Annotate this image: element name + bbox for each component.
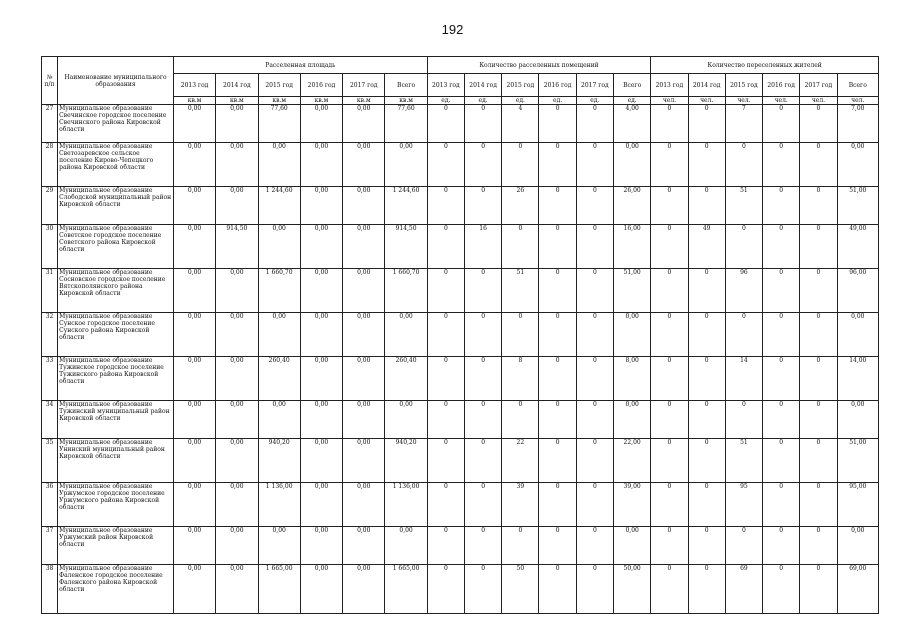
rooms-cell: 0 [539, 565, 576, 614]
rooms-cell: 0 [427, 225, 464, 269]
rooms-cell: 51 [502, 269, 539, 313]
people-cell: 0 [651, 143, 688, 187]
area-cell: 0,00 [258, 313, 300, 357]
rooms-cell: 50,00 [613, 565, 650, 614]
header-year-rooms: 2017 год [576, 74, 613, 97]
people-cell: 0 [800, 143, 837, 187]
header-year-area: 2017 год [343, 74, 385, 97]
rooms-cell: 0 [539, 357, 576, 401]
people-cell: 14 [725, 357, 762, 401]
rooms-cell: 0 [502, 527, 539, 565]
header-unit-people: чел. [800, 97, 837, 105]
people-cell: 0 [800, 357, 837, 401]
area-cell: 0,00 [343, 401, 385, 439]
municipality-name: Муниципальное образование Сосновское городское поселение Вятскополянского района Кировской области [58, 269, 174, 313]
row-number: 33 [42, 357, 58, 401]
header-year-area: 2016 год [300, 74, 342, 97]
area-cell: 0,00 [343, 187, 385, 225]
rooms-cell: 0,00 [613, 313, 650, 357]
header-num: № п/п [42, 57, 58, 105]
people-cell: 69 [725, 565, 762, 614]
header-year-area: Всего [385, 74, 427, 97]
header-unit-area: кв.м [385, 97, 427, 105]
area-cell: 0,00 [173, 105, 215, 143]
area-cell: 0,00 [343, 527, 385, 565]
header-group-rooms: Количество расселенных помещений [427, 57, 651, 74]
rooms-cell: 0 [464, 439, 501, 483]
header-year-area: 2014 год [216, 74, 258, 97]
header-year-area: 2013 год [173, 74, 215, 97]
rooms-cell: 0 [576, 483, 613, 527]
rooms-cell: 0 [464, 105, 501, 143]
people-cell: 96 [725, 269, 762, 313]
table-row [42, 483, 879, 527]
people-cell: 0 [725, 313, 762, 357]
area-cell: 914,50 [385, 225, 427, 269]
people-cell: 0 [688, 143, 725, 187]
row-number: 37 [42, 527, 58, 565]
people-cell: 0 [651, 105, 688, 143]
people-cell: 0 [651, 225, 688, 269]
people-cell: 14,00 [837, 357, 878, 401]
rooms-cell: 0 [464, 269, 501, 313]
rooms-cell: 0 [576, 401, 613, 439]
header-unit-people: чел. [725, 97, 762, 105]
header-year-people: Всего [837, 74, 878, 97]
area-cell: 0,00 [343, 439, 385, 483]
rooms-cell: 0 [427, 483, 464, 527]
area-cell: 0,00 [300, 187, 342, 225]
rooms-cell: 0 [427, 357, 464, 401]
people-cell: 0 [763, 313, 800, 357]
people-cell: 0 [725, 527, 762, 565]
people-cell: 0 [800, 187, 837, 225]
rooms-cell: 0,00 [613, 527, 650, 565]
rooms-cell: 0 [576, 225, 613, 269]
people-cell: 49,00 [837, 225, 878, 269]
rooms-cell: 26,00 [613, 187, 650, 225]
row-number: 28 [42, 143, 58, 187]
people-cell: 95,00 [837, 483, 878, 527]
rooms-cell: 0 [427, 565, 464, 614]
area-cell: 0,00 [343, 105, 385, 143]
rooms-cell: 0 [427, 105, 464, 143]
area-cell: 0,00 [173, 357, 215, 401]
municipality-name: Муниципальное образование Слободской муниципальный район Кировской области [58, 187, 174, 225]
header-year-rooms: 2015 год [502, 74, 539, 97]
area-cell: 1 660,70 [258, 269, 300, 313]
rooms-cell: 0 [427, 401, 464, 439]
people-cell: 0,00 [837, 313, 878, 357]
people-cell: 0 [800, 401, 837, 439]
municipality-name: Муниципальное образование Сунское городское поселение Сунского района Кировской области [58, 313, 174, 357]
area-cell: 0,00 [173, 143, 215, 187]
people-cell: 0,00 [837, 527, 878, 565]
people-cell: 0 [763, 439, 800, 483]
people-cell: 0 [651, 401, 688, 439]
header-unit-rooms: ед. [427, 97, 464, 105]
rooms-cell: 0 [464, 565, 501, 614]
people-cell: 0 [763, 483, 800, 527]
municipality-name: Муниципальное образование Тужинское городское поселение Тужинского района Кировской области [58, 357, 174, 401]
row-number: 27 [42, 105, 58, 143]
people-cell: 0 [651, 483, 688, 527]
rooms-cell: 8 [502, 357, 539, 401]
people-cell: 51 [725, 439, 762, 483]
people-cell: 0,00 [837, 401, 878, 439]
area-cell: 1 244,60 [258, 187, 300, 225]
area-cell: 0,00 [258, 401, 300, 439]
area-cell: 0,00 [216, 357, 258, 401]
area-cell: 0,00 [216, 439, 258, 483]
people-cell: 0 [688, 357, 725, 401]
header-unit-rooms: ед. [464, 97, 501, 105]
area-cell: 0,00 [385, 143, 427, 187]
rooms-cell: 0 [539, 527, 576, 565]
area-cell: 260,40 [385, 357, 427, 401]
rooms-cell: 0 [502, 313, 539, 357]
people-cell: 0 [688, 187, 725, 225]
row-number: 30 [42, 225, 58, 269]
header-unit-area: кв.м [216, 97, 258, 105]
area-cell: 0,00 [300, 105, 342, 143]
area-cell: 0,00 [300, 527, 342, 565]
rooms-cell: 4 [502, 105, 539, 143]
area-cell: 77,60 [258, 105, 300, 143]
area-cell: 0,00 [173, 269, 215, 313]
people-cell: 0 [763, 105, 800, 143]
area-cell: 0,00 [216, 269, 258, 313]
people-cell: 0 [800, 225, 837, 269]
rooms-cell: 0 [539, 401, 576, 439]
table-row [42, 401, 879, 439]
people-cell: 0 [763, 401, 800, 439]
area-cell: 940,20 [385, 439, 427, 483]
area-cell: 0,00 [173, 565, 215, 614]
people-cell: 0 [688, 439, 725, 483]
rooms-cell: 26 [502, 187, 539, 225]
area-cell: 1 660,70 [385, 269, 427, 313]
header-unit-rooms: ед. [502, 97, 539, 105]
header-year-people: 2013 год [651, 74, 688, 97]
rooms-cell: 0 [464, 313, 501, 357]
people-cell: 0 [763, 565, 800, 614]
people-cell: 0 [725, 143, 762, 187]
rooms-cell: 0 [539, 483, 576, 527]
rooms-cell: 0 [464, 187, 501, 225]
area-cell: 1 136,00 [258, 483, 300, 527]
row-number: 36 [42, 483, 58, 527]
header-year-people: 2014 год [688, 74, 725, 97]
table-row [42, 357, 879, 401]
rooms-cell: 0 [576, 527, 613, 565]
table-row [42, 187, 879, 225]
header-year-people: 2017 год [800, 74, 837, 97]
header-year-area: 2015 год [258, 74, 300, 97]
area-cell: 0,00 [173, 527, 215, 565]
table-row [42, 527, 879, 565]
rooms-cell: 16 [464, 225, 501, 269]
table-row [42, 105, 879, 143]
header-year-rooms: Всего [613, 74, 650, 97]
area-cell: 0,00 [385, 401, 427, 439]
people-cell: 0,00 [837, 143, 878, 187]
people-cell: 0 [763, 187, 800, 225]
header-year-rooms: 2016 год [539, 74, 576, 97]
people-cell: 0 [763, 357, 800, 401]
people-cell: 95 [725, 483, 762, 527]
header-unit-people: чел. [651, 97, 688, 105]
area-cell: 0,00 [343, 225, 385, 269]
people-cell: 49 [688, 225, 725, 269]
people-cell: 0 [800, 105, 837, 143]
people-cell: 0 [800, 269, 837, 313]
people-cell: 0 [651, 357, 688, 401]
rooms-cell: 0 [576, 357, 613, 401]
rooms-cell: 0 [576, 269, 613, 313]
header-unit-people: чел. [763, 97, 800, 105]
people-cell: 7 [725, 105, 762, 143]
people-cell: 0 [688, 527, 725, 565]
rooms-cell: 0 [576, 143, 613, 187]
area-cell: 0,00 [216, 527, 258, 565]
area-cell: 0,00 [258, 143, 300, 187]
municipality-name: Муниципальное образование Уржумский район Кировской области [58, 527, 174, 565]
rooms-cell: 0 [539, 225, 576, 269]
rooms-cell: 0 [539, 313, 576, 357]
people-cell: 0 [688, 269, 725, 313]
area-cell: 1 665,00 [385, 565, 427, 614]
area-cell: 0,00 [300, 439, 342, 483]
header-unit-area: кв.м [258, 97, 300, 105]
rooms-cell: 22,00 [613, 439, 650, 483]
area-cell: 0,00 [300, 269, 342, 313]
table-row [42, 143, 879, 187]
area-cell: 0,00 [258, 225, 300, 269]
rooms-cell: 0 [539, 269, 576, 313]
table-row [42, 225, 879, 269]
rooms-cell: 0 [502, 401, 539, 439]
municipality-name: Муниципальное образование Свечинское городское поселение Свечинского района Кировской области [58, 105, 174, 143]
people-cell: 0 [651, 565, 688, 614]
area-cell: 0,00 [300, 357, 342, 401]
area-cell: 0,00 [216, 483, 258, 527]
area-cell: 77,60 [385, 105, 427, 143]
header-name: Наименование муниципального образования [58, 57, 174, 105]
people-cell: 0 [688, 401, 725, 439]
area-cell: 0,00 [300, 565, 342, 614]
people-cell: 96,00 [837, 269, 878, 313]
header-unit-rooms: ед. [539, 97, 576, 105]
area-cell: 0,00 [385, 313, 427, 357]
municipality-name: Муниципальное образование Унинский муниципальный район Кировской области [58, 439, 174, 483]
rooms-cell: 0 [576, 565, 613, 614]
people-cell: 0 [688, 483, 725, 527]
rooms-cell: 22 [502, 439, 539, 483]
area-cell: 0,00 [300, 401, 342, 439]
header-year-rooms: 2014 год [464, 74, 501, 97]
people-cell: 0 [763, 527, 800, 565]
people-cell: 0 [651, 439, 688, 483]
row-number: 32 [42, 313, 58, 357]
table-row [42, 313, 879, 357]
header-unit-rooms: ед. [576, 97, 613, 105]
rooms-cell: 0 [464, 483, 501, 527]
area-cell: 0,00 [343, 357, 385, 401]
people-cell: 0 [651, 313, 688, 357]
people-cell: 51 [725, 187, 762, 225]
people-cell: 0 [651, 187, 688, 225]
rooms-cell: 0 [576, 313, 613, 357]
people-cell: 0 [800, 527, 837, 565]
people-cell: 69,00 [837, 565, 878, 614]
area-cell: 0,00 [216, 187, 258, 225]
rooms-cell: 50 [502, 565, 539, 614]
area-cell: 0,00 [173, 225, 215, 269]
area-cell: 0,00 [173, 187, 215, 225]
header-group-area: Расселенная площадь [173, 57, 427, 74]
people-cell: 0 [800, 483, 837, 527]
rooms-cell: 39 [502, 483, 539, 527]
header-unit-rooms: ед. [613, 97, 650, 105]
municipality-name: Муниципальное образование Фаленское городское поселение Фаленского района Кировской области [58, 565, 174, 614]
people-cell: 0 [800, 565, 837, 614]
header-year-people: 2016 год [763, 74, 800, 97]
area-cell: 1 665,00 [258, 565, 300, 614]
area-cell: 0,00 [343, 565, 385, 614]
rooms-cell: 0 [576, 439, 613, 483]
area-cell: 260,40 [258, 357, 300, 401]
rooms-cell: 0 [576, 187, 613, 225]
area-cell: 0,00 [300, 313, 342, 357]
row-number: 29 [42, 187, 58, 225]
row-number: 31 [42, 269, 58, 313]
rooms-cell: 0 [502, 143, 539, 187]
people-cell: 0 [688, 105, 725, 143]
header-year-rooms: 2013 год [427, 74, 464, 97]
rooms-cell: 0 [539, 439, 576, 483]
rooms-cell: 4,00 [613, 105, 650, 143]
area-cell: 0,00 [173, 439, 215, 483]
people-cell: 0 [651, 269, 688, 313]
area-cell: 0,00 [343, 269, 385, 313]
area-cell: 0,00 [258, 527, 300, 565]
rooms-cell: 0,00 [613, 143, 650, 187]
people-cell: 51,00 [837, 439, 878, 483]
people-cell: 0 [651, 527, 688, 565]
header-unit-people: чел. [837, 97, 878, 105]
people-cell: 0 [800, 439, 837, 483]
people-cell: 51,00 [837, 187, 878, 225]
rooms-cell: 39,00 [613, 483, 650, 527]
municipality-name: Муниципальное образование Советское городское поселение Советского района Кировской области [58, 225, 174, 269]
people-cell: 0 [725, 401, 762, 439]
area-cell: 0,00 [173, 401, 215, 439]
people-cell: 0 [725, 225, 762, 269]
area-cell: 0,00 [216, 401, 258, 439]
area-cell: 0,00 [300, 225, 342, 269]
row-number: 34 [42, 401, 58, 439]
area-cell: 0,00 [343, 313, 385, 357]
rooms-cell: 0,00 [613, 401, 650, 439]
table-row [42, 269, 879, 313]
rooms-cell: 0 [539, 105, 576, 143]
resettlement-table [41, 56, 879, 614]
area-cell: 0,00 [173, 313, 215, 357]
municipality-name: Муниципальное образование Уржумское городское поселение Уржумского района Кировской области [58, 483, 174, 527]
rooms-cell: 0 [427, 439, 464, 483]
rooms-cell: 0 [539, 187, 576, 225]
people-cell: 0 [800, 313, 837, 357]
rooms-cell: 0 [464, 357, 501, 401]
people-cell: 0 [688, 313, 725, 357]
page-number: 192 [441, 22, 464, 37]
rooms-cell: 8,00 [613, 357, 650, 401]
rooms-cell: 0 [427, 269, 464, 313]
header-unit-area: кв.м [300, 97, 342, 105]
municipality-name: Муниципальное образование Тужинский муниципальный район Кировской области [58, 401, 174, 439]
rooms-cell: 0 [427, 187, 464, 225]
rooms-cell: 0 [539, 143, 576, 187]
area-cell: 914,50 [216, 225, 258, 269]
area-cell: 940,20 [258, 439, 300, 483]
area-cell: 0,00 [216, 143, 258, 187]
header-group-people: Количество переселенных жителей [651, 57, 879, 74]
rooms-cell: 0 [464, 143, 501, 187]
rooms-cell: 0 [427, 313, 464, 357]
rooms-cell: 0 [464, 527, 501, 565]
header-unit-area: кв.м [343, 97, 385, 105]
rooms-cell: 0 [576, 105, 613, 143]
municipality-name: Муниципальное образование Светозаревское сельское поселение Кирово-Чепецкого района Кировской области [58, 143, 174, 187]
area-cell: 0,00 [216, 105, 258, 143]
area-cell: 1 244,60 [385, 187, 427, 225]
people-cell: 7,00 [837, 105, 878, 143]
people-cell: 0 [763, 225, 800, 269]
row-number: 38 [42, 565, 58, 614]
table-row [42, 439, 879, 483]
header-unit-area: кв.м [173, 97, 215, 105]
area-cell: 0,00 [300, 483, 342, 527]
people-cell: 0 [688, 565, 725, 614]
area-cell: 0,00 [216, 565, 258, 614]
table-row [42, 565, 879, 614]
area-cell: 0,00 [343, 483, 385, 527]
area-cell: 0,00 [216, 313, 258, 357]
area-cell: 0,00 [343, 143, 385, 187]
header-unit-people: чел. [688, 97, 725, 105]
rooms-cell: 0 [427, 143, 464, 187]
header-year-people: 2015 год [725, 74, 762, 97]
area-cell: 1 136,00 [385, 483, 427, 527]
rooms-cell: 16,00 [613, 225, 650, 269]
area-cell: 0,00 [173, 483, 215, 527]
area-cell: 0,00 [385, 527, 427, 565]
area-cell: 0,00 [300, 143, 342, 187]
people-cell: 0 [763, 143, 800, 187]
rooms-cell: 0 [427, 527, 464, 565]
rooms-cell: 0 [464, 401, 501, 439]
people-cell: 0 [763, 269, 800, 313]
rooms-cell: 0 [502, 225, 539, 269]
row-number: 35 [42, 439, 58, 483]
rooms-cell: 51,00 [613, 269, 650, 313]
